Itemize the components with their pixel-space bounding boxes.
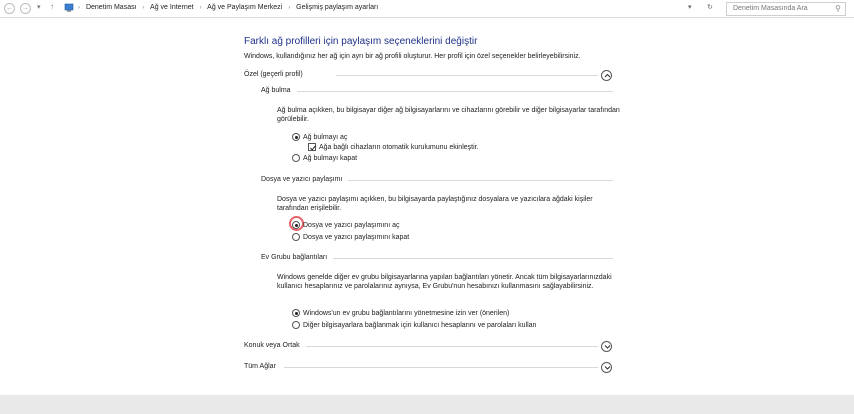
homegroup-heading: Ev Grubu bağlantıları xyxy=(261,254,328,261)
divider xyxy=(333,258,613,259)
private-profile-header[interactable]: Özel (geçerli profil) xyxy=(244,71,303,78)
up-button[interactable]: ↑ xyxy=(50,2,54,11)
page-intro: Windows, kullandığınız her ağ için ayrı bir ağ profili oluşturur. Her profil için özel seçenekler belirleyebilirsiniz. xyxy=(244,53,581,60)
expand-guest-button[interactable] xyxy=(601,341,612,352)
divider xyxy=(284,367,598,368)
radio-unselected[interactable] xyxy=(292,233,300,241)
homegroup-accounts-option[interactable]: Diğer bilgisayarlara bağlanmak için kullanıcı hesaplarını ve parolaları kullan xyxy=(292,320,536,330)
expand-all-networks-button[interactable] xyxy=(601,362,612,373)
refresh-icon[interactable]: ↻ xyxy=(707,4,713,11)
homegroup-windows-option[interactable]: Windows'un ev grubu bağlantılarını yönetmesine izin ver (önerilen) xyxy=(292,308,509,318)
network-discovery-heading: Ağ bulma xyxy=(261,87,291,94)
checkmark-icon xyxy=(309,144,317,152)
radio-selected[interactable] xyxy=(292,221,300,229)
auto-setup-option[interactable]: Ağa bağlı cihazların otomatik kurulumunu ekinleştir. xyxy=(308,142,479,152)
chevron-up-icon xyxy=(604,73,611,78)
radio-unselected[interactable] xyxy=(292,154,300,162)
chevron-down-icon xyxy=(604,344,611,349)
breadcrumb-advanced-sharing[interactable]: Gelişmiş paylaşım ayarları xyxy=(296,4,379,11)
control-panel-icon xyxy=(64,3,74,13)
guest-profile-header[interactable]: Konuk veya Ortak xyxy=(244,342,300,349)
radio-unselected[interactable] xyxy=(292,321,300,329)
network-discovery-on-option[interactable]: Ağ bulmayı aç xyxy=(292,132,347,142)
search-placeholder: Denetim Masasında Ara xyxy=(733,5,808,12)
file-sharing-off-option[interactable]: Dosya ve yazıcı paylaşımını kapat xyxy=(292,232,409,242)
bottom-bar xyxy=(0,395,854,414)
address-bar xyxy=(0,0,854,18)
divider xyxy=(306,346,598,347)
homegroup-description: Windows genelde diğer ev grubu bilgisayarlarına yapılan bağlantıları yönetir. Ancak tüm bilgisayarlarınızdaki kullanıcı hesaplarınız ve parolalarınız aynıysa, Ev Grubu'nun hesabınızı kullanmasını sağlayabilirsiniz. xyxy=(277,274,612,290)
file-sharing-description: Dosya ve yazıcı paylaşımı açıkken, bu bilgisayarda paylaştığınız dosyalara ve yazıcılara ağdaki kişiler tarafından erişilebilir. xyxy=(277,196,593,212)
chevron-down-icon xyxy=(604,365,611,370)
collapse-private-button[interactable] xyxy=(601,70,612,81)
search-icon[interactable]: ⚲ xyxy=(835,4,841,13)
address-dropdown[interactable]: ▾ xyxy=(688,4,692,11)
breadcrumb-control-panel[interactable]: Denetim Masası xyxy=(85,4,137,11)
back-arrow-icon: ← xyxy=(6,5,13,12)
checkbox-checked[interactable] xyxy=(308,143,316,151)
breadcrumb: › Denetim Masası › Ağ ve Internet › Ağ ve Paylaşım Merkezi › Gelişmiş paylaşım ayarları xyxy=(78,4,379,11)
all-networks-header[interactable]: Tüm Ağlar xyxy=(244,363,276,370)
breadcrumb-network-internet[interactable]: Ağ ve Internet xyxy=(150,4,194,11)
breadcrumb-network-sharing-center[interactable]: Ağ ve Paylaşım Merkezi xyxy=(207,4,283,11)
network-discovery-description: Ağ bulma açıkken, bu bilgisayar diğer ağ bilgisayarlarını ve cihazlarını görebilir ve diğer bilgisayarlar tarafından görülebilir. xyxy=(277,107,620,123)
network-discovery-off-option[interactable]: Ağ bulmayı kapat xyxy=(292,153,357,163)
radio-selected[interactable] xyxy=(292,309,300,317)
forward-button[interactable] xyxy=(20,3,31,14)
divider xyxy=(297,91,613,92)
file-sharing-on-option[interactable]: Dosya ve yazıcı paylaşımını aç xyxy=(292,220,399,230)
forward-arrow-icon: → xyxy=(22,5,29,12)
divider xyxy=(348,180,613,181)
radio-selected[interactable] xyxy=(292,133,300,141)
back-button[interactable] xyxy=(4,3,15,14)
main-content xyxy=(0,18,854,414)
page-title: Farklı ağ profilleri için paylaşım seçeneklerini değiştir xyxy=(244,36,478,47)
recent-pages-dropdown[interactable]: ▾ xyxy=(37,4,41,11)
divider xyxy=(336,75,598,76)
file-sharing-heading: Dosya ve yazıcı paylaşımı xyxy=(261,176,343,183)
search-input[interactable] xyxy=(726,2,846,16)
